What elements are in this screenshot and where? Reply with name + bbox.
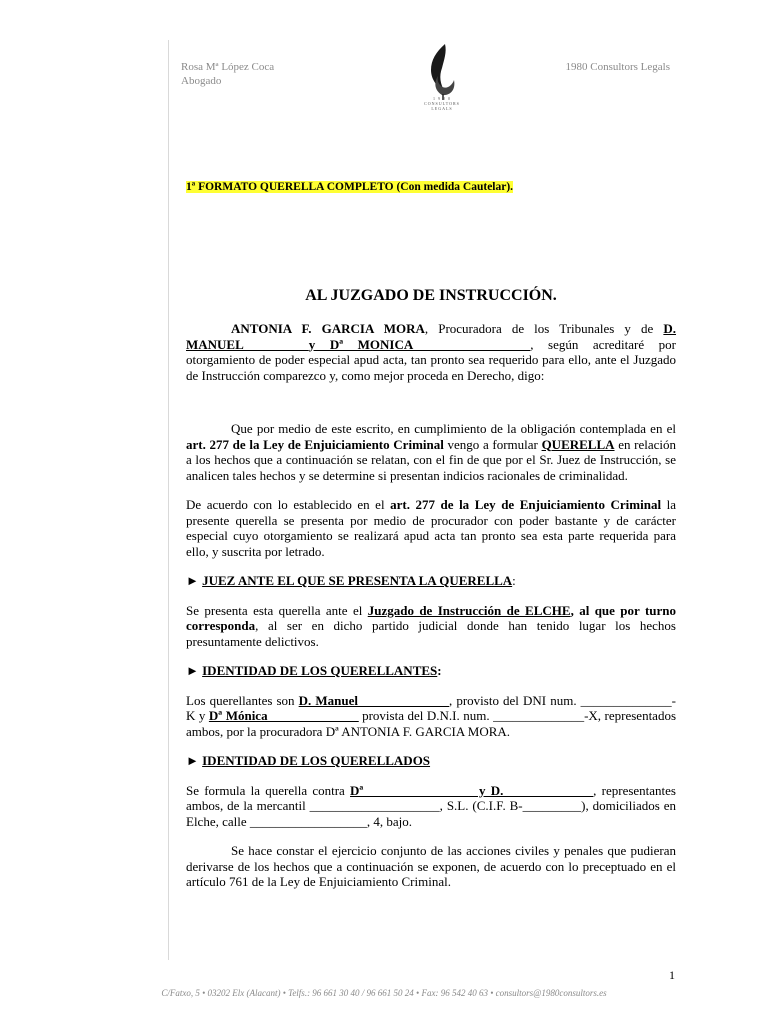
footer-contact: C/Fatxo, 5 • 03202 Elx (Alacant) • Telfs.: 96 661 30 40 / 96 661 50 24 • Fax: 96 542 40 63 • consultors@1980consultors.es: [161, 988, 607, 998]
paragraph-juzgado: Se presenta esta querella ante el Juzgado de Instrucción de ELCHE, al que por turno corresponda, al ser en dicho partido judicial donde han tenido lugar los hechos presuntamente delictivos.: [186, 602, 677, 649]
intro-paragraph: ANTONIA F. GARCIA MORA, Procuradora de los Tribunales y de D. MANUEL__________y Dª MONICA__________________, según acreditaré por otorgamiento de poder especial apud acta, tan pronto sea requerido para ello, ante el Juzgado de Instrucción comparezco y, como mejor proceda en Derecho, digo:: [186, 321, 677, 383]
logo-text: 1 9 8 0 CONSULTORS LEGALS: [424, 96, 460, 111]
author-name: Rosa Mª López Coca: [181, 61, 275, 73]
author-title: Abogado: [181, 75, 222, 87]
paragraph-querellados: Se formula la querella contra Dª_________________ y D. _____________, representantes ambos, de la mercantil ____________________, S.L. (C.I.F. B-_________), domiciliados en Elche, calle __________________, 4, bajo.: [186, 782, 676, 829]
margin-line: [168, 40, 169, 960]
paragraph-querella: Que por medio de este escrito, en cumplimiento de la obligación contemplada en el art. 277 de la Ley de Enjuiciamiento Criminal vengo a formular QUERELLA en relación a los hechos que a continuación se relatan, con el fin de que por el Sr. Juez de Instrucción, se analicen tales hechos y se determine si presentan indicios racionales de criminalidad.: [186, 421, 676, 483]
paragraph-art-277: De acuerdo con lo establecido en el art. 277 de la Ley de Enjuiciamiento Criminal la presente querella se presenta por medio de procurador con poder bastante y de carácter especial cuyo otorgamiento se realizará apud acta tan pronto sea esta parte requerida para ello, y suscrita por letrado.: [186, 497, 676, 559]
section-heading-querellados: ► IDENTIDAD DE LOS QUERELLADOS: [186, 753, 431, 768]
header-firm: 1980 Consultors Legals: [565, 61, 670, 73]
document-title: AL JUZGADO DE INSTRUCCIÓN.: [305, 286, 557, 304]
paragraph-acciones: Se hace constar el ejercicio conjunto de las acciones civiles y penales que pudieran derivarse de los hechos que a continuación se exponen, de acuerdo con lo preceptuado en el artículo 761 de la Ley de Enjuiciamiento Criminal.: [186, 843, 676, 889]
section-heading-juez: ► JUEZ ANTE EL QUE SE PRESENTA LA QUERELLA:: [186, 573, 516, 588]
format-heading: 1ª FORMATO QUERELLA COMPLETO (Con medida Cautelar).: [186, 181, 514, 193]
page-number: 1: [669, 968, 675, 982]
section-heading-querellantes: ► IDENTIDAD DE LOS QUERELLANTES:: [186, 663, 442, 678]
document-body: [186, 178, 676, 890]
header-author: [181, 60, 274, 88]
paragraph-querellantes: Los querellantes son D. Manuel______________, provisto del DNI num. ______________-K y Dª Mónica______________ provista del D.N.I. num. ______________-X, representados ambos, por la procuradora Dª ANTONIA F. GARCIA MORA.: [186, 692, 677, 739]
